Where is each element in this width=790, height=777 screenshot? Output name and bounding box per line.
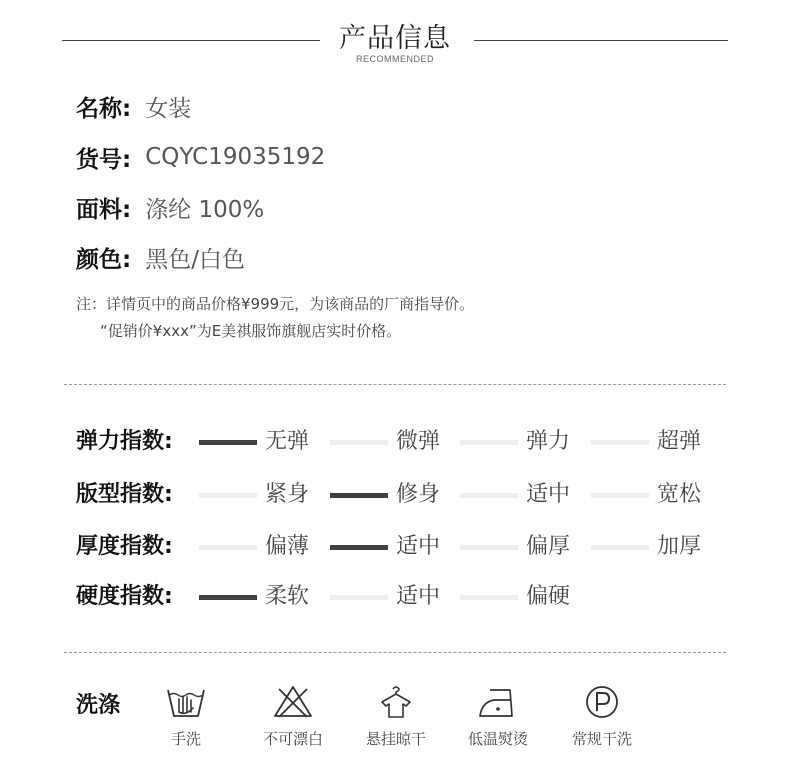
index-bar [460, 545, 518, 550]
info-value: 涤纶 100% [145, 196, 265, 223]
info-value: 女装 [145, 95, 192, 122]
index-row [76, 531, 736, 563]
index-label: 厚度指数: [76, 534, 173, 559]
index-option-label: 偏硬 [526, 584, 571, 609]
info-row-fabric [76, 191, 264, 223]
index-option-label: 超弹 [657, 429, 702, 454]
index-option-label: 弹力 [526, 429, 571, 454]
price-note-line-2: “促销价¥xxx”为E美祺服饰旗舰店实时价格。 [100, 322, 402, 340]
section-subtitle: RECOMMENDED [355, 54, 434, 64]
index-bar [330, 440, 388, 445]
index-option-label: 紧身 [265, 482, 310, 507]
index-label: 版型指数: [76, 482, 173, 507]
care-item-label: 不可漂白 [262, 730, 323, 748]
index-option-label: 偏薄 [265, 534, 310, 559]
info-row-sku [76, 141, 325, 173]
care-item-hang-dry [346, 684, 446, 749]
index-row [76, 426, 736, 458]
info-label: 面料: [76, 196, 132, 223]
info-label: 货号: [76, 146, 132, 173]
no-bleach-icon [271, 684, 315, 720]
index-bar [591, 545, 649, 550]
index-bar-selected [199, 595, 257, 600]
index-option-label: 适中 [526, 482, 571, 507]
divider-1 [64, 384, 726, 385]
index-option-label: 柔软 [265, 584, 310, 609]
index-option-label: 微弹 [396, 429, 441, 454]
index-bar [330, 595, 388, 600]
index-bar [591, 493, 649, 498]
care-item-label: 悬挂晾干 [365, 730, 426, 748]
index-bar [591, 440, 649, 445]
index-bar-selected [199, 440, 257, 445]
index-option-label: 偏厚 [526, 534, 571, 559]
info-value: CQYC19035192 [145, 144, 326, 170]
care-item-label: 低温熨烫 [467, 730, 528, 748]
section-title: 产品信息 [339, 23, 451, 54]
index-option-label: 适中 [396, 584, 441, 609]
index-label: 硬度指数: [76, 584, 173, 609]
index-option-label: 修身 [396, 482, 441, 507]
index-option-label: 加厚 [657, 534, 702, 559]
index-bar [460, 493, 518, 498]
index-option-label: 宽松 [657, 482, 702, 507]
care-item-no-bleach [243, 684, 343, 749]
care-item-dry-clean [552, 684, 652, 749]
care-label: 洗涤 [76, 693, 121, 718]
low-iron-icon [476, 684, 520, 720]
index-bar-selected [330, 545, 388, 550]
info-label: 颜色: [76, 246, 132, 273]
index-bar [199, 545, 257, 550]
info-row-name [76, 90, 191, 122]
hang-dry-icon [374, 684, 418, 720]
hand-wash-icon [164, 684, 208, 720]
index-option-label: 适中 [396, 534, 441, 559]
info-label: 名称: [76, 95, 132, 122]
info-value: 黑色/白色 [145, 246, 245, 273]
info-row-color [76, 241, 245, 273]
care-item-low-iron [448, 684, 548, 749]
index-bar [460, 595, 518, 600]
index-bar [199, 493, 257, 498]
index-row [76, 479, 736, 511]
price-note-line-1: 注：详情页中的商品价格¥999元，为该商品的厂商指导价。 [76, 295, 475, 313]
care-item-label: 手洗 [170, 730, 201, 748]
index-bar [460, 440, 518, 445]
index-label: 弹力指数: [76, 429, 173, 454]
divider-2 [64, 652, 726, 653]
dry-clean-icon [580, 684, 624, 720]
index-bar-selected [330, 493, 388, 498]
index-option-label: 无弹 [265, 429, 310, 454]
care-item-hand-wash [136, 684, 236, 749]
index-row [76, 581, 736, 613]
care-item-label: 常规干洗 [571, 730, 632, 748]
